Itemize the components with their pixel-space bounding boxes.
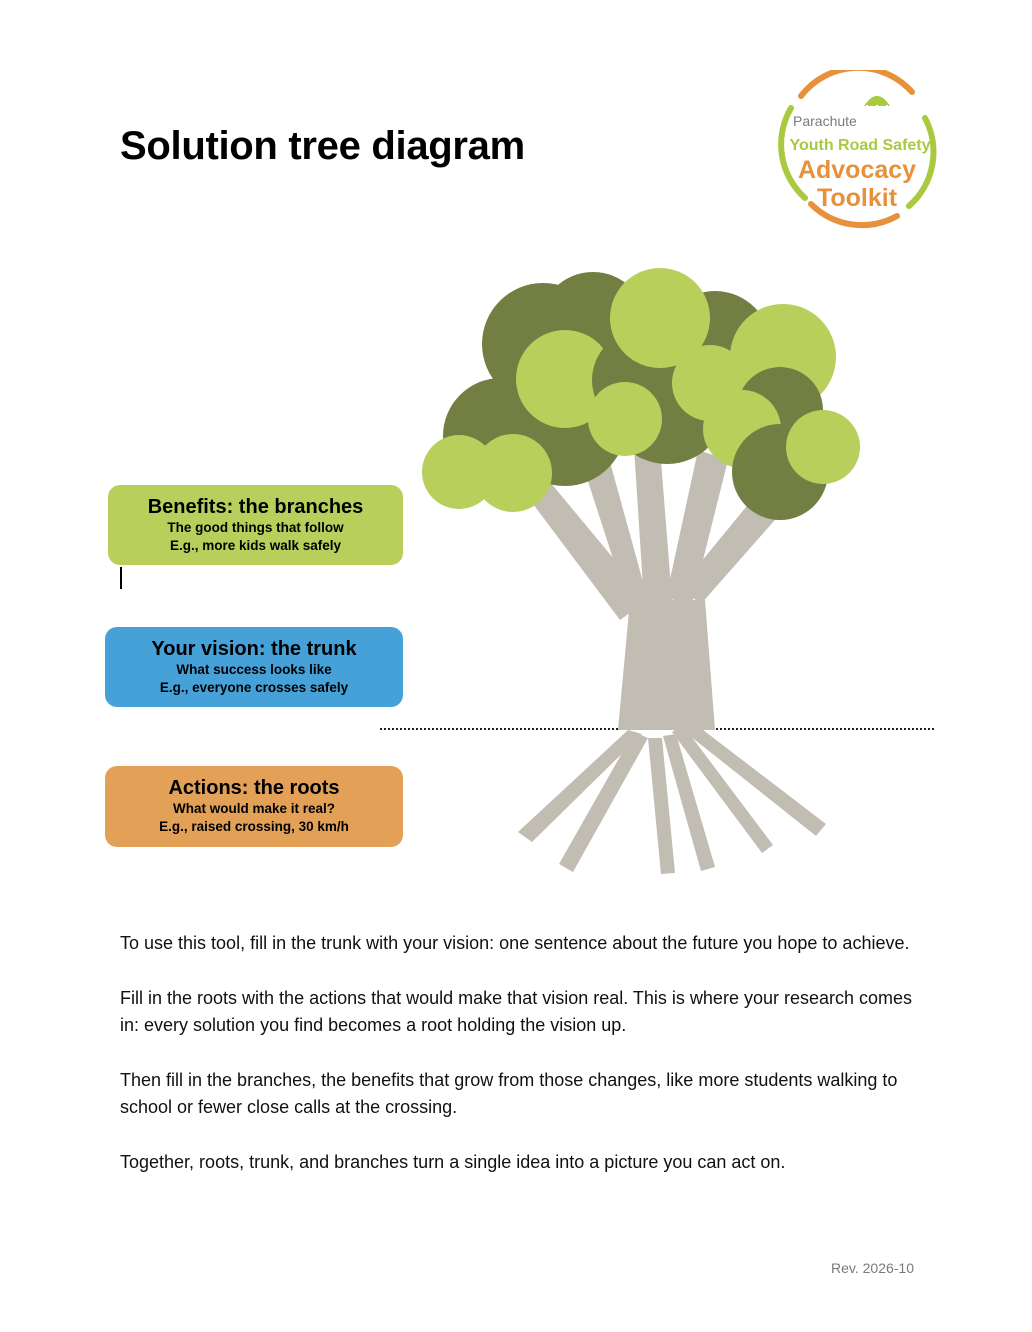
logo-line3: Toolkit [816, 184, 898, 212]
benefits-line1: The good things that follow [167, 520, 344, 535]
text-cursor [120, 567, 122, 589]
parachute-logo [775, 70, 945, 230]
parachute-icon [864, 96, 890, 111]
paragraph: Then fill in the branches, the benefits that grow from those changes, like more students walking to school or fewer close calls at the crossing. [120, 1070, 898, 1117]
vision-heading: Your vision: the trunk [151, 638, 357, 660]
paragraph: To use this tool, fill in the trunk with your vision: one sentence about the future you hope to achieve. [120, 933, 910, 953]
paragraph: Fill in the roots with the actions that would make that vision real. This is where your research comes in: every solution you find becomes a root holding the vision up. [120, 988, 913, 1035]
page-title: Solution tree diagram [120, 124, 525, 168]
actions-line1: What would make it real? [172, 801, 336, 816]
logo-line1: Youth Road Safety [789, 137, 931, 154]
tree-illustration [380, 260, 940, 890]
instructions [120, 930, 920, 1204]
vision-box [105, 627, 403, 707]
vision-line1: What success looks like [176, 662, 332, 677]
benefits-heading: Benefits: the branches [147, 496, 364, 518]
actions-line2: E.g., raised crossing, 30 km/h [159, 819, 349, 834]
benefits-line2: E.g., more kids walk safely [169, 538, 342, 553]
logo-line2: Advocacy [797, 156, 917, 184]
paragraph: Together, roots, trunk, and branches turn a single idea into a picture you can act on. [120, 1152, 786, 1172]
actions-box [105, 766, 403, 847]
tree-roots [518, 720, 826, 874]
benefits-box [108, 485, 403, 565]
actions-heading: Actions: the roots [168, 777, 340, 799]
revision-label: Rev. 2026-10 [830, 1260, 914, 1276]
logo-org: Parachute [793, 113, 857, 129]
vision-line2: E.g., everyone crosses safely [159, 680, 349, 695]
